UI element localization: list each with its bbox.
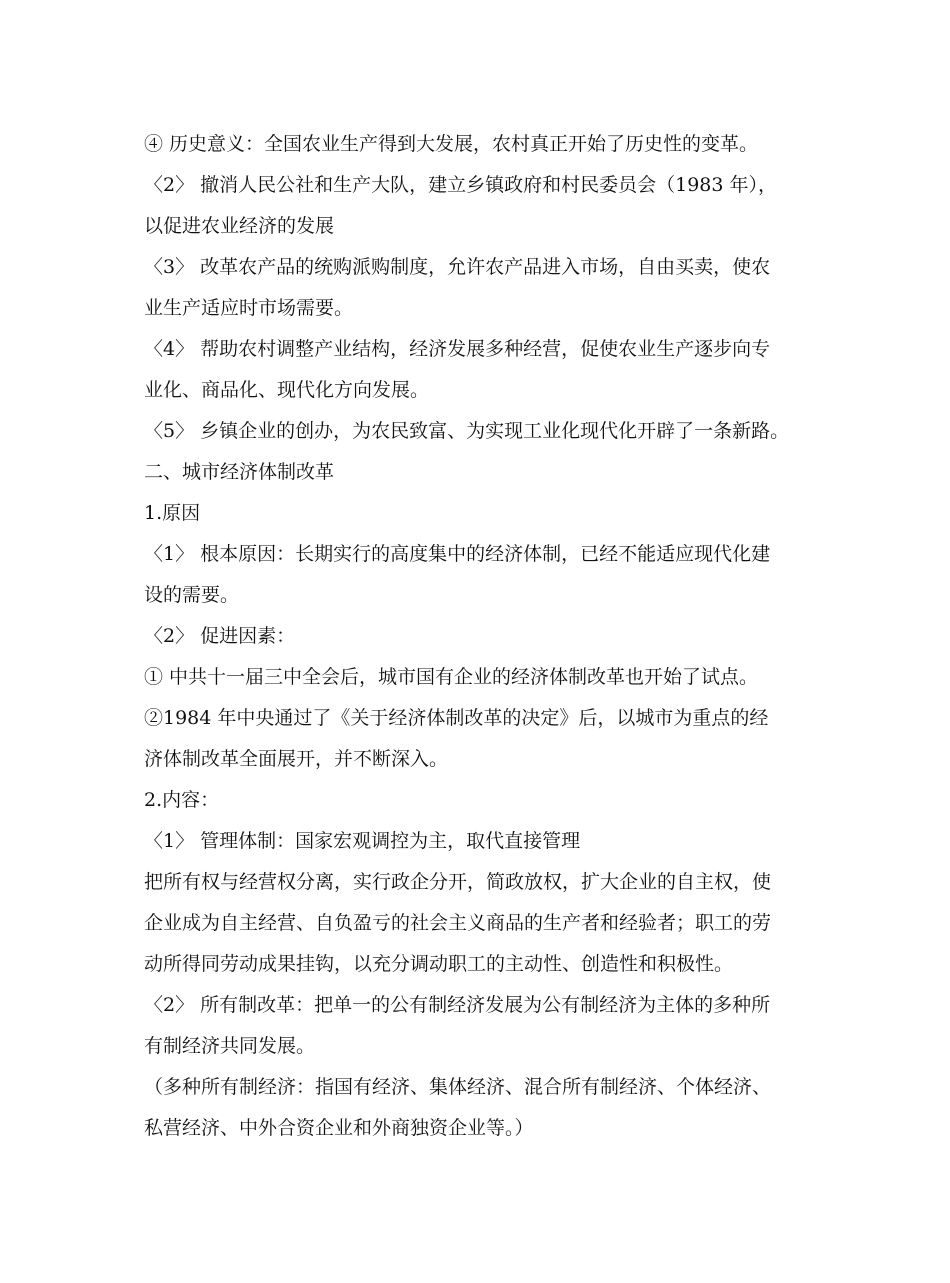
text-line: 私营经济、中外合资企业和外商独资企业等。） xyxy=(144,1117,534,1139)
subsection-heading: 2.内容： xyxy=(144,789,220,811)
document-body xyxy=(144,124,812,1149)
text-line: 〈1〉 管理体制：国家宏观调控为主，取代直接管理 xyxy=(144,830,581,852)
text-line: 〈3〉 改革农产品的统购派购制度，允许农产品进入市场，自由买卖，使农 xyxy=(144,256,771,278)
text-line: 企业成为自主经营、自负盈亏的社会主义商品的生产者和经验者；职工的劳 xyxy=(144,912,772,934)
text-line: 〈5〉 乡镇企业的创办，为农民致富、为实现工业化现代化开辟了一条新路。 xyxy=(144,420,790,442)
subsection-heading: 1.原因 xyxy=(144,502,201,524)
text-line: 有制经济共同发展。 xyxy=(144,1035,316,1057)
text-line: 〈2〉 撤消人民公社和生产大队，建立乡镇政府和村民委员会（1983 年）， xyxy=(144,174,778,196)
text-line: 业化、商品化、现代化方向发展。 xyxy=(144,379,430,401)
text-line: 业生产适应时市场需要。 xyxy=(144,297,354,319)
text-line: 设的需要。 xyxy=(144,584,240,606)
text-line: 〈2〉 所有制改革：把单一的公有制经济发展为公有制经济为主体的多种所 xyxy=(144,994,771,1016)
text-line: 〈1〉 根本原因：长期实行的高度集中的经济体制，已经不能适应现代化建 xyxy=(144,543,771,565)
text-line: 以促进农业经济的发展 xyxy=(144,215,335,237)
text-line: （多种所有制经济：指国有经济、集体经济、混合所有制经济、个体经济、 xyxy=(144,1076,772,1098)
text-line: ④ 历史意义：全国农业生产得到大发展，农村真正开始了历史性的变革。 xyxy=(144,133,759,155)
text-line: 把所有权与经营权分离，实行政企分开，简政放权，扩大企业的自主权，使 xyxy=(144,871,772,893)
text-line: 动所得同劳动成果挂钩，以充分调动职工的主动性、创造性和积极性。 xyxy=(144,953,734,975)
text-line: 〈4〉 帮助农村调整产业结构，经济发展多种经营，促使农业生产逐步向专 xyxy=(144,338,771,360)
text-line: 〈2〉 促进因素： xyxy=(144,625,296,647)
section-heading: 二、城市经济体制改革 xyxy=(144,461,335,483)
text-line: 济体制改革全面展开，并不断深入。 xyxy=(144,748,449,770)
text-line: ① 中共十一届三中全会后，城市国有企业的经济体制改革也开始了试点。 xyxy=(144,666,759,688)
text-line: ②1984 年中央通过了《关于经济体制改革的决定》后，以城市为重点的经 xyxy=(144,707,769,729)
